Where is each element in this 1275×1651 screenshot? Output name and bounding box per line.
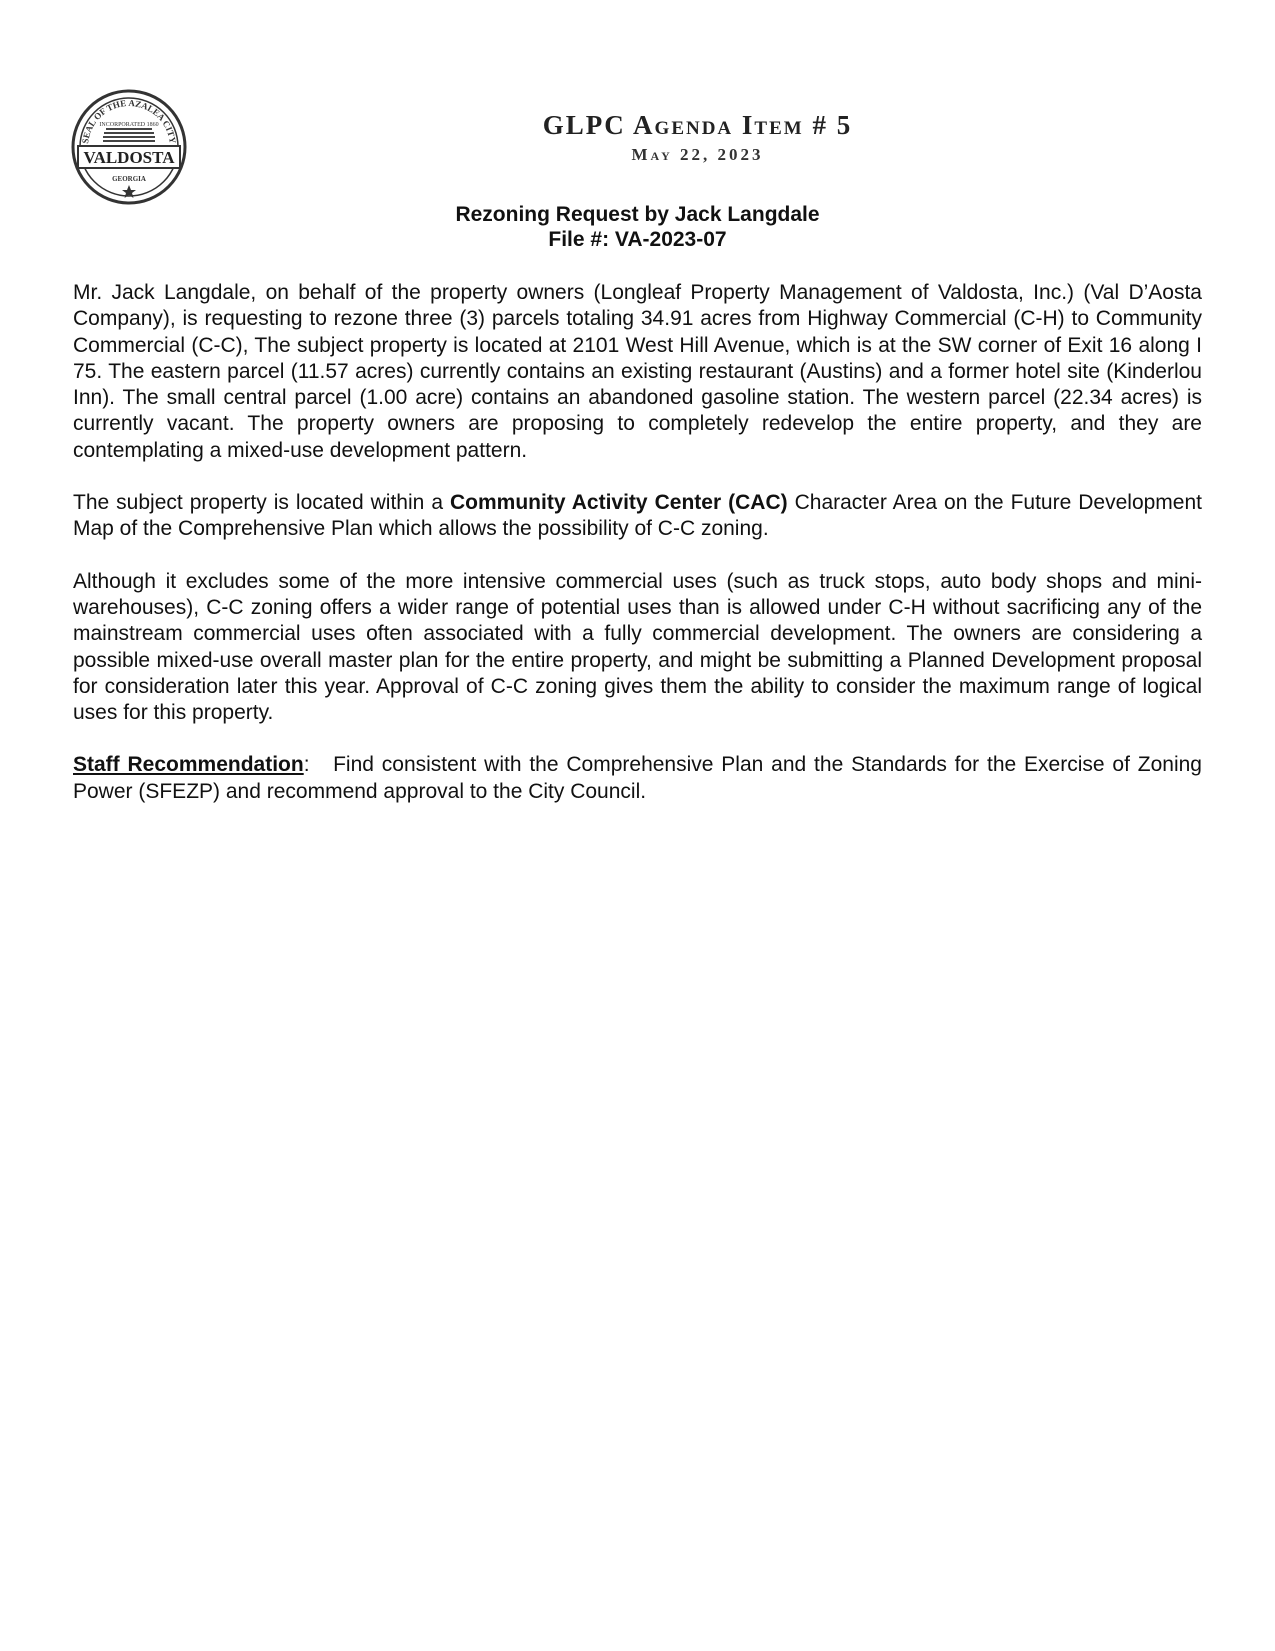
- character-area-name: Community Activity Center (CAC): [450, 491, 788, 515]
- paragraph-character-area-end: Character Area on the Future Development Map of the Comprehensive Plan which allows the possibility of C-C zoning.: [73, 491, 1202, 541]
- staff-recommendation-text: Find consistent with the Comprehensive Plan and the Standards for the Exercise of Zoning Power (SFEZP) and recommend approval to the City Council.: [73, 753, 1208, 803]
- staff-recommendation-label: Staff Recommendation: [73, 753, 304, 777]
- paragraph-request: Mr. Jack Langdale, on behalf of the property owners (Longleaf Property Management of Valdosta, Inc.) (Val D’Aosta Company), is requesting to rezone three (3) parcels totaling 34.91 acres from Highway Commercial (C-H) to Community Commercial (C-C), The subject property is located at 2101 West Hill Avenue, which is at the SW corner of Exit 16 along I 75. The eastern parcel (11.57 acres) currently contains an existing restaurant (Austins) and a former hotel site (Kinderlou Inn). The small central parcel (1.00 acre) contains an abandoned gasoline station. The western parcel (22.34 acres) is currently vacant. The property owners are proposing to completely redevelop the entire property, and they are contemplating a mixed-use development pattern.: [73, 281, 1202, 462]
- staff-recommendation: [73, 752, 1208, 805]
- file-number: File #: VA-2023-07: [548, 228, 727, 251]
- agenda-date: May 22, 2023: [631, 145, 764, 164]
- request-subject: [0, 202, 1275, 252]
- document-body: [73, 280, 1208, 831]
- paragraph-zoning-rationale: Although it excludes some of the more intensive commercial uses (such as truck stops, auto body shops and mini-warehouses), C-C zoning offers a wider range of potential uses than is allowed under C-H without sacrificing any of the mainstream commercial uses often associated with a fully commercial development. The owners are considering a possible mixed-use overall master plan for the entire property, and might be submitting a Planned Development proposal for consideration later this year. Approval of C-C zoning gives them the ability to consider the maximum range of logical uses for this property.: [73, 569, 1202, 725]
- paragraph-character-area-start: The subject property is located within a: [73, 491, 451, 515]
- agenda-item-title: GLPC Agenda Item # 5: [542, 110, 853, 140]
- staff-recommendation-colon: :: [303, 753, 310, 777]
- seal-ring-text: SEAL OF THE AZALEA CITY: [80, 97, 178, 145]
- seal-bottom-text: GEORGIA: [112, 175, 146, 183]
- paragraph-character-area: [73, 490, 1202, 543]
- seal-banner-text: VALDOSTA: [83, 148, 175, 167]
- agenda-header: [0, 110, 1275, 165]
- request-title: Rezoning Request by Jack Langdale: [455, 203, 820, 226]
- seal-inner-text: INCORPORATED 1860: [99, 122, 159, 128]
